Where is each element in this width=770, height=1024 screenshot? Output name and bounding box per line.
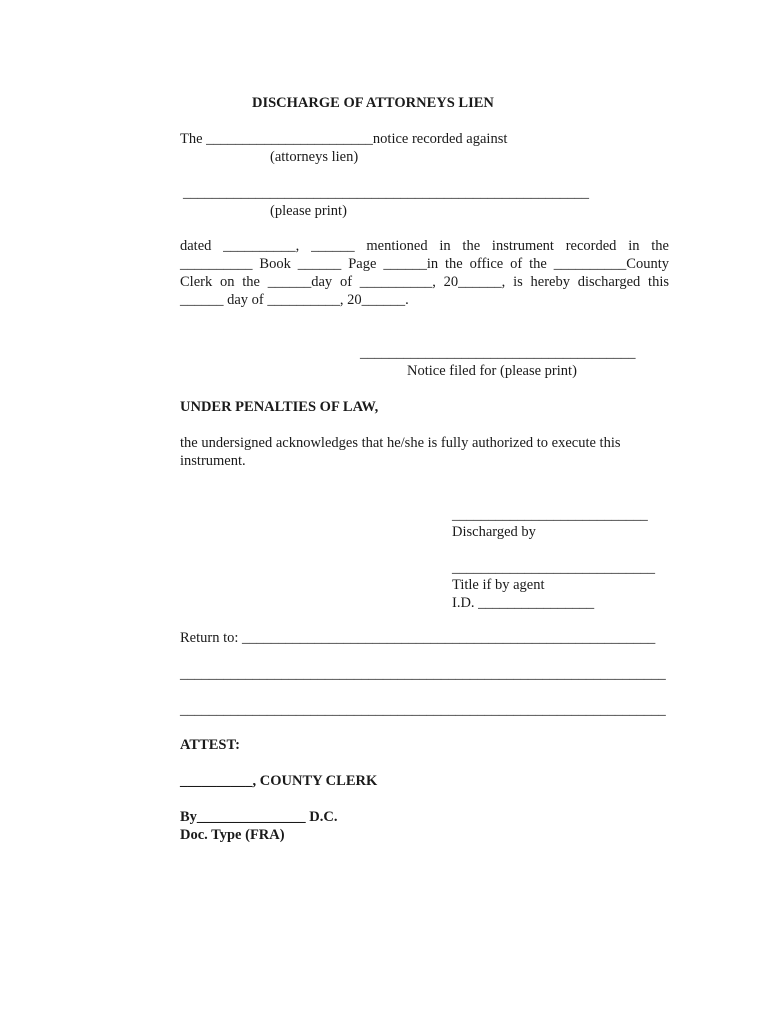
discharged-signature-line: ___________________________: [452, 507, 648, 523]
name-sublabel: (please print): [270, 203, 347, 219]
dated-line: dated __________, ______ mentioned in the instrument recorded in the: [180, 238, 669, 254]
document-title: DISCHARGE OF ATTORNEYS LIEN: [252, 95, 494, 111]
penalties-heading: UNDER PENALTIES OF LAW,: [180, 399, 379, 415]
acknowledgement-line: instrument.: [180, 453, 246, 469]
notice-filed-line: ______________________________________: [360, 345, 636, 361]
dated-paragraph: [180, 237, 669, 309]
attest-heading: ATTEST:: [180, 737, 240, 753]
acknowledgement-line: the undersigned acknowledges that he/she is fully authorized to execute this: [180, 435, 621, 451]
notice-filed-label: Notice filed for (please print): [407, 363, 577, 379]
name-line: ________________________________________________________: [183, 185, 589, 201]
dated-line: __________ Book ______ Page ______in the office of the __________County: [180, 256, 669, 272]
agent-signature-line: ____________________________: [452, 560, 655, 576]
agent-label: Title if by agent: [452, 577, 545, 593]
id-line: I.D. ________________: [452, 595, 595, 611]
county-clerk-line: __________, COUNTY CLERK: [180, 773, 378, 789]
return-address-line: ___________________________________________________________________: [180, 666, 666, 682]
return-address-line: ___________________________________________________________________: [180, 702, 666, 718]
by-line: By_______________ D.C.: [180, 809, 338, 825]
intro-sublabel: (attorneys lien): [270, 149, 359, 165]
return-to-line: Return to: _________________________________________________________: [180, 630, 656, 646]
discharged-label: Discharged by: [452, 524, 536, 540]
dated-line: Clerk on the ______day of __________, 20______, is hereby discharged this: [180, 274, 669, 290]
acknowledgement-paragraph: [180, 434, 650, 470]
intro-line: The _______________________notice recorded against: [180, 131, 508, 147]
dated-line: ______ day of __________, 20______.: [180, 292, 409, 308]
doc-type: Doc. Type (FRA): [180, 827, 285, 843]
